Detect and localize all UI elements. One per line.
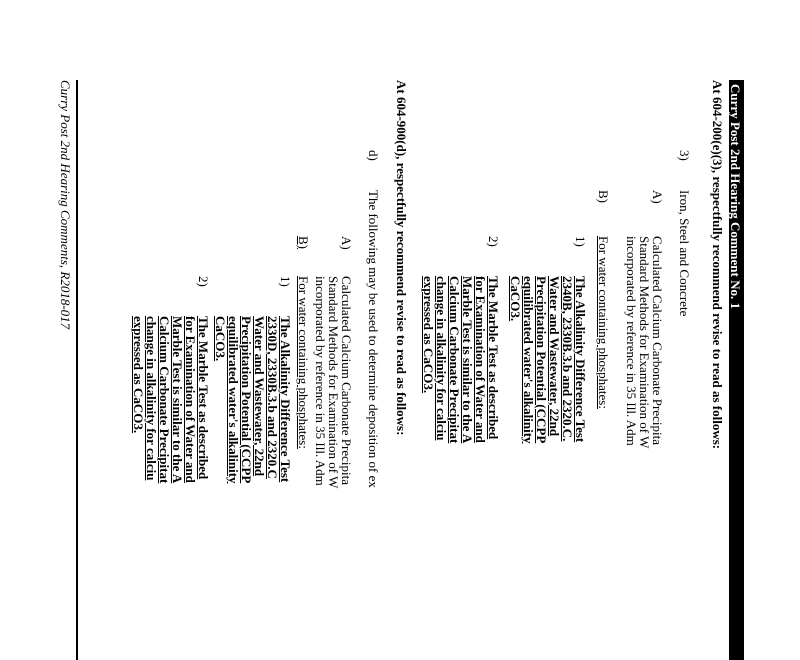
item-B1-number: 1) <box>573 236 588 247</box>
section-intro-1: At 604-200(e)(3), respectfully recommend revise to read as follows: <box>710 80 725 450</box>
footer-rule <box>76 80 78 660</box>
item-A-text: Calculated Calcium Carbonate Precipita Standard Methods for Examination of W incorporated by reference in 35 Ill. Adm <box>624 236 665 449</box>
header-title: Curry Post 2nd Hearing Comment No. 1 <box>728 84 743 309</box>
item-B2-number: 2) <box>486 236 501 247</box>
item-dB2-text: The Marble Test as described for Examination of Water and Marble Test is similar to the A Calcium Carbonate Precipitat change in alkalinity for calciu expressed as CaCO3. <box>131 316 211 484</box>
header-bar <box>729 80 744 660</box>
item-3-number: 3) <box>677 150 692 161</box>
section-intro-2: At 604-900(d), respectfully recommend revise to read as follows: <box>394 80 409 436</box>
footer-text: Curry Post 2nd Hearing Comments, R2018-017 <box>58 80 73 330</box>
item-dB-label: For water containing phosphates: <box>296 276 311 449</box>
item-A-number: A) <box>650 190 665 204</box>
item-B2-text: The Marble Test as described for Examination of Water and Marble Test is similar to the A Calcium Carbonate Precipitat change in alkalinity for calciu expressed as CaCO3. <box>421 276 501 444</box>
item-dB1-number: 1) <box>278 276 293 287</box>
item-d-number: d) <box>366 150 381 161</box>
item-dB2-number: 2) <box>196 276 211 287</box>
item-dB1-text: The Alkalinity Difference Test 2330D, 2330B.3.b and 2320.C Water and Wastewater, 22nd Precipitation Potential (CCPP equilibrated water's alkalinity CaCO3. <box>213 316 293 484</box>
item-dA-number: A) <box>339 236 354 250</box>
item-d-text: The following may be used to determine deposition of ex <box>366 190 381 488</box>
item-dA-text: Calculated Calcium Carbonate Precipita Standard Methods for Examination of W incorporated by reference in 35 Ill. Adm <box>313 276 354 489</box>
item-dB-number: B) <box>296 236 311 249</box>
item-3-label: Iron, Steel and Concrete <box>677 190 692 317</box>
item-B-label: For water containing phosphates: <box>596 236 611 409</box>
item-B-number: B) <box>596 190 611 203</box>
item-B1-text: The Alkalinity Difference Test 2340B, 2330B.3.b and 2320.C. Water and Wastewater, 22nd Precipitation Potential (CCPP equilibrated water's alkalinity CaCO3. <box>508 276 588 444</box>
